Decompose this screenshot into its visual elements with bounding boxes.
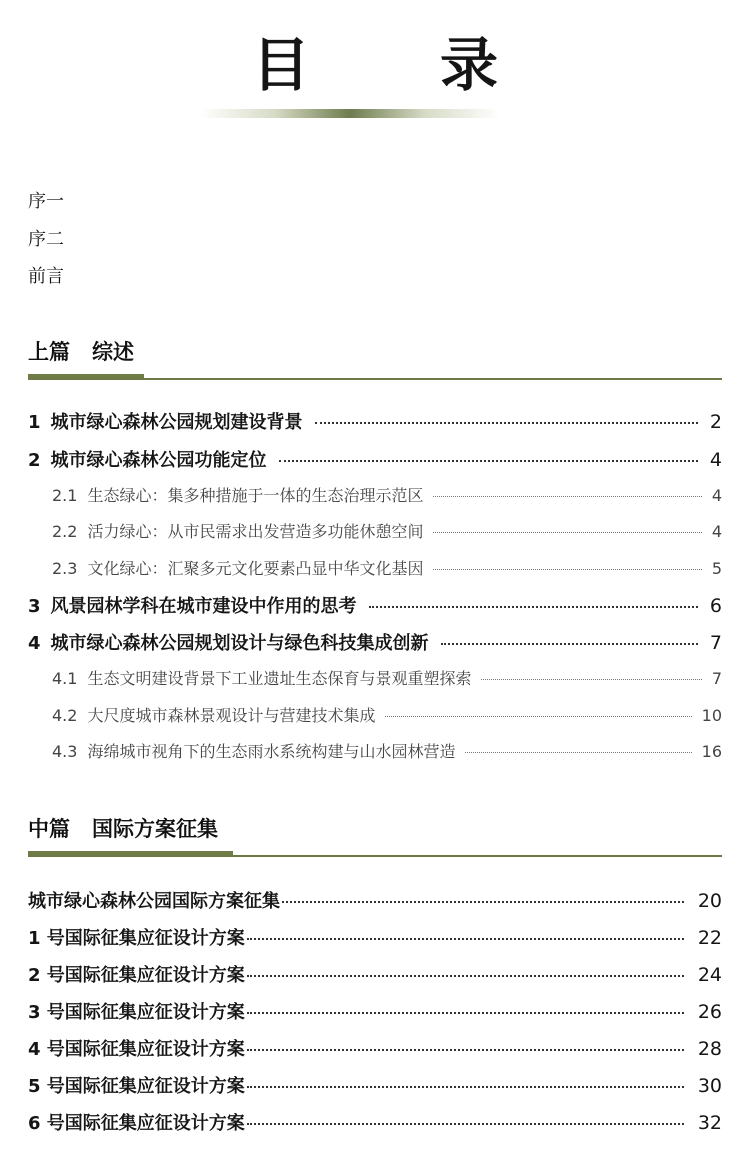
page-number: 4 [711,522,722,541]
entry-title: 活力绿心：从市民需求出发营造多功能休憩空间 [87,522,424,541]
dot-leader [247,1123,684,1125]
toc-subentry[interactable] [52,561,722,577]
part2-rule [28,855,722,857]
dot-leader [433,532,701,533]
page-number: 22 [697,927,722,949]
entry-title: 大尺度城市森林景观设计与营建技术集成 [87,706,376,725]
entry-title: 2 号国际征集应征设计方案 [28,965,245,986]
part1-label: 上篇 [28,340,70,364]
entry-title: 文化绿心：汇聚多元文化要素凸显中华文化基因 [87,559,424,578]
page-number: 4 [709,449,722,471]
page-number: 24 [697,964,722,986]
entry-title: 生态绿心：集多种措施于一体的生态治理示范区 [87,486,424,505]
entry-title: 海绵城市视角下的生态雨水系统构建与山水园林营造 [87,742,456,761]
entry-title: 城市绿心森林公园国际方案征集 [28,891,280,912]
toc-subentry[interactable] [52,488,722,504]
entry-number: 4.2 [52,706,78,725]
page-number: 26 [697,1001,722,1023]
part2-label: 中篇 [28,817,70,841]
dot-leader [433,496,701,497]
entry-number: 2 [28,450,41,471]
entry-number: 3 [28,596,41,617]
title-underline [200,109,500,118]
page-number: 7 [709,632,722,654]
entry-title: 6 号国际征集应征设计方案 [28,1113,245,1134]
dot-leader [247,1049,684,1051]
dot-leader [247,1086,684,1088]
foreword[interactable]: 前言 [28,266,64,287]
toc-entry[interactable] [28,413,722,432]
page-number: 4 [711,486,722,505]
entry-title: 1 号国际征集应征设计方案 [28,928,245,949]
toc-entry[interactable] [28,892,722,911]
entry-title: 城市绿心森林公园规划建设背景 [50,412,303,433]
page-number: 30 [697,1075,722,1097]
toc-entry[interactable] [28,1114,722,1133]
entry-title: 城市绿心森林公园功能定位 [50,450,267,471]
toc-entry[interactable] [28,1040,722,1059]
dot-leader [369,606,698,608]
dot-leader [433,569,701,570]
part2-heading [28,819,722,840]
dot-leader [385,716,691,717]
entry-number: 4 [28,633,41,654]
page-title: 目 录 [251,31,534,99]
preface-1[interactable]: 序一 [28,191,64,212]
toc-entry[interactable] [28,634,722,653]
part1-heading [28,342,722,363]
part2-name: 国际方案征集 [92,817,218,841]
dot-leader [247,975,684,977]
toc-entry[interactable] [28,929,722,948]
part1-rule [28,378,722,380]
page-number: 20 [697,890,722,912]
toc-subentry[interactable] [52,524,722,540]
page-number: 5 [711,559,722,578]
page-number: 16 [701,742,722,761]
dot-leader [282,901,684,903]
preface-2[interactable]: 序二 [28,229,64,250]
entry-title: 3 号国际征集应征设计方案 [28,1002,245,1023]
page-number: 2 [709,411,722,433]
entry-number: 2.1 [52,486,78,505]
toc-entry[interactable] [28,1003,722,1022]
entry-title: 5 号国际征集应征设计方案 [28,1076,245,1097]
entry-number: 4.3 [52,742,78,761]
entry-number: 4.1 [52,669,78,688]
entry-title: 4 号国际征集应征设计方案 [28,1039,245,1060]
entry-number: 2.2 [52,522,78,541]
toc-subentry[interactable] [52,671,722,687]
page-number: 32 [697,1112,722,1134]
page-number: 6 [709,595,722,617]
dot-leader [465,752,691,753]
page-number: 7 [711,669,722,688]
toc-entry[interactable] [28,966,722,985]
page-number: 10 [701,706,722,725]
entry-title: 风景园林学科在城市建设中作用的思考 [50,596,357,617]
toc-entry[interactable] [28,1077,722,1096]
page-number: 28 [697,1038,722,1060]
dot-leader [247,1012,684,1014]
toc-entry[interactable] [28,597,722,616]
entry-title: 城市绿心森林公园规划设计与绿色科技集成创新 [50,633,429,654]
toc-subentry[interactable] [52,708,722,724]
entry-title: 生态文明建设背景下工业遗址生态保育与景观重塑探索 [87,669,472,688]
entry-number: 2.3 [52,559,78,578]
toc-subentry[interactable] [52,744,722,760]
dot-leader [315,422,698,424]
dot-leader [481,679,701,680]
dot-leader [247,938,684,940]
dot-leader [441,643,698,645]
part1-name: 综述 [92,340,134,364]
toc-entry[interactable] [28,451,722,470]
dot-leader [279,460,698,462]
entry-number: 1 [28,412,41,433]
